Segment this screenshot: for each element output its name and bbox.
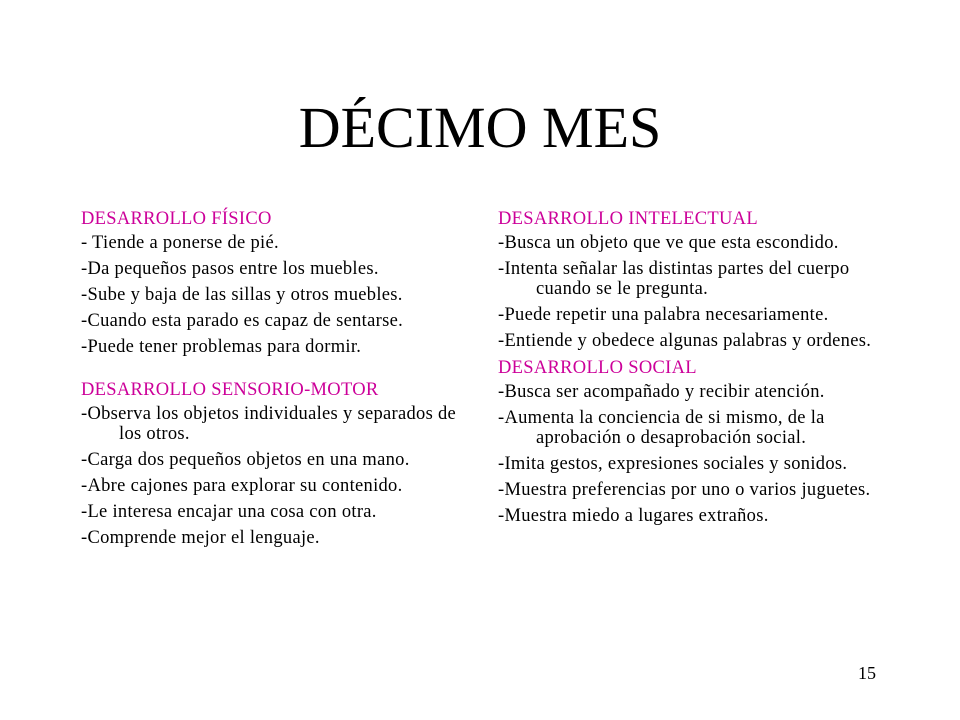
list-item: -Imita gestos, expresiones sociales y sonidos. — [498, 454, 848, 474]
list-item: -Sube y baja de las sillas y otros muebles. — [81, 285, 403, 305]
list-item: -Busca ser acompañado y recibir atención. — [498, 382, 825, 402]
list-item: - Tiende a ponerse de pié. — [81, 233, 279, 253]
list-item: -Busca un objeto que ve que esta escondido. — [498, 233, 839, 253]
list-item: -Abre cajones para explorar su contenido. — [81, 476, 403, 496]
section-heading: DESARROLLO SOCIAL — [498, 358, 697, 378]
list-item: -Entiende y obedece algunas palabras y ordenes. — [498, 331, 872, 351]
list-item: -Muestra miedo a lugares extraños. — [498, 506, 769, 526]
slide-title: DÉCIMO MES — [298, 95, 662, 160]
list-item: -Puede tener problemas para dormir. — [81, 337, 362, 357]
page-number: 15 — [858, 663, 876, 683]
list-item: -Cuando esta parado es capaz de sentarse. — [81, 311, 404, 331]
list-item: -Le interesa encajar una cosa con otra. — [81, 502, 377, 522]
section-spacer — [81, 363, 466, 379]
list-item: -Puede repetir una palabra necesariamente. — [498, 305, 829, 325]
section-heading: DESARROLLO FÍSICO — [81, 209, 272, 229]
list-item: -Muestra preferencias por uno o varios juguetes. — [498, 480, 871, 500]
section-heading: DESARROLLO SENSORIO-MOTOR — [81, 380, 379, 400]
list-item: -Intenta señalar las distintas partes del cuerpo cuando se le pregunta. — [498, 259, 850, 299]
list-item: -Da pequeños pasos entre los muebles. — [81, 259, 379, 279]
right-column — [498, 208, 888, 532]
section-social — [498, 357, 888, 526]
section-physical — [81, 208, 466, 357]
section-heading: DESARROLLO INTELECTUAL — [498, 209, 758, 229]
list-item: -Aumenta la conciencia de si mismo, de la aprobación o desaprobación social. — [498, 408, 825, 448]
list-item: -Comprende mejor el lenguaje. — [81, 528, 320, 548]
section-intellectual — [498, 208, 888, 351]
left-column — [81, 208, 466, 554]
list-item: -Carga dos pequeños objetos en una mano. — [81, 450, 410, 470]
list-item: -Observa los objetos individuales y separados de los otros. — [81, 404, 457, 444]
section-sensory-motor — [81, 379, 466, 548]
